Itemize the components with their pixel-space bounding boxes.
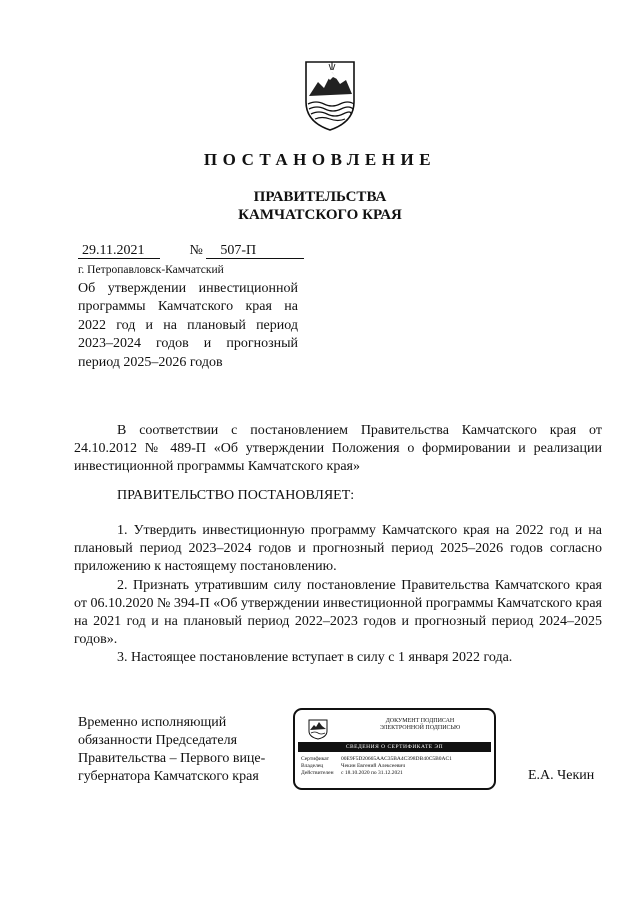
- authority-line-2: КАМЧАТСКОГО КРАЯ: [238, 207, 402, 223]
- resolution-items: [74, 522, 602, 668]
- stamp-row-value: 00E9F5D20665AAC35BA4C398DB40C5B0AC1: [341, 756, 452, 762]
- signatory-position-line: обязанности Председателя: [78, 733, 238, 748]
- stamp-row: [301, 770, 491, 777]
- signatory-position-line: Временно исполняющий: [78, 715, 227, 730]
- preamble-paragraph: В соответствии с постановлением Правительства Камчатского края от 24.10.2012 № 489-П «Об утверждении Положения о формировании и реализации инвестиционной программы Камчатского края»: [74, 423, 602, 475]
- stamp-emblem-icon: [307, 718, 329, 740]
- stamp-certificate-details: [301, 756, 491, 777]
- stamp-row-key: Сертификат: [301, 756, 329, 762]
- city: г. Петропавловск-Камчатский: [78, 264, 224, 276]
- signatory-name: Е.А. Чекин: [528, 768, 595, 783]
- signatory-position-line: Правительства – Первого вице-: [78, 751, 266, 766]
- stamp-heading-line-1: ДОКУМЕНТ ПОДПИСАН: [385, 718, 455, 724]
- stamp-heading-line-2: ЭЛЕКТРОННОЙ ПОДПИСЬЮ: [379, 725, 461, 731]
- stamp-heading: [345, 718, 495, 732]
- stamp-row: [301, 763, 491, 770]
- number-sign: №: [189, 243, 203, 258]
- document-subject: Об утверждении инвестиционной программы Камчатского края на 2022 год и на плановый период 2023–2024 годов и прогнозный период 2025–2026 годов: [78, 281, 298, 370]
- stamp-row-value: Чекин Евгений Алексеевич: [341, 763, 406, 769]
- stamp-certificate-bar: СВЕДЕНИЯ О СЕРТИФИКАТЕ ЭП: [298, 742, 491, 752]
- stamp-row-value: с 18.10.2020 по 31.12.2021: [341, 770, 403, 776]
- signatory-position: [78, 714, 288, 786]
- resolution-item-3: 3. Настоящее постановление вступает в силу с 1 января 2022 года.: [117, 650, 513, 666]
- document-number: 507-П: [206, 243, 304, 259]
- signatory-position-line: губернатора Камчатского края: [78, 769, 259, 784]
- document-type-title: ПОСТАНОВЛЕНИЕ: [203, 150, 437, 169]
- stamp-row-key: Владелец: [301, 763, 324, 769]
- resolves-heading: ПРАВИТЕЛЬСТВО ПОСТАНОВЛЯЕТ:: [117, 488, 355, 503]
- resolution-item-1: 1. Утвердить инвестиционную программу Камчатского края на 2022 год и на плановый период 2023–2024 годов и прогнозный период 2025–2026 годов согласно приложению к настоящему постановлению.: [74, 523, 602, 575]
- coat-of-arms-emblem: [300, 58, 360, 132]
- date-number-line: [78, 243, 304, 259]
- electronic-signature-stamp: [293, 708, 496, 790]
- document-date: 29.11.2021: [78, 243, 160, 259]
- stamp-row: [301, 756, 491, 763]
- resolution-item-2: 2. Признать утратившим силу постановление Правительства Камчатского края от 06.10.2020 № 394-П «Об утверждении инвестиционной программы Камчатского края на 2021 год и на плановый период 2022–2023 годов и прогнозный период 2024–2025 годов».: [74, 577, 602, 648]
- authority-line-1: ПРАВИТЕЛЬСТВА: [253, 189, 387, 205]
- stamp-row-key: Действителен: [301, 770, 334, 776]
